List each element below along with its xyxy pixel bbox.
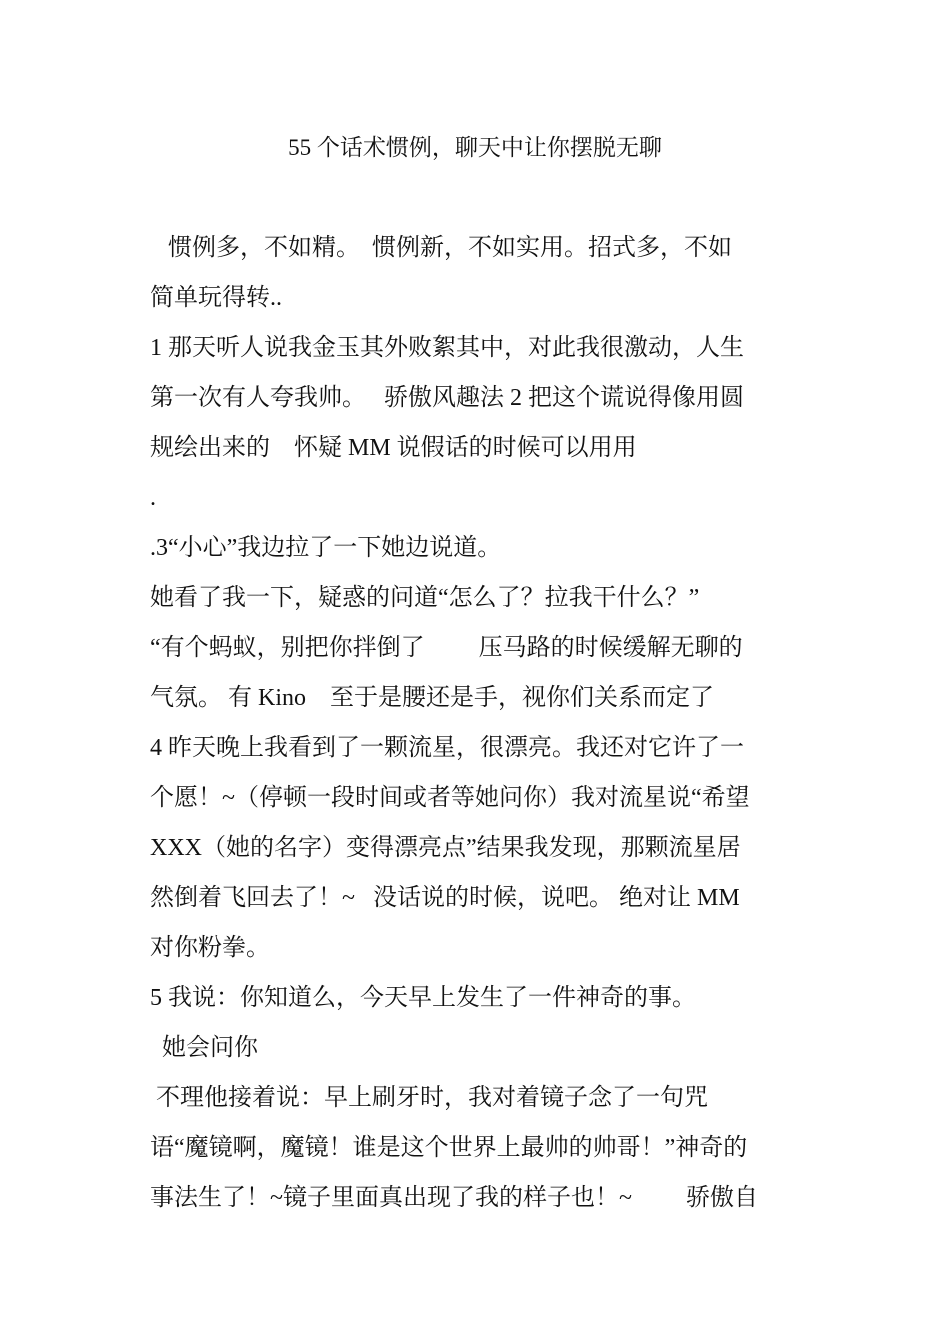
body-line-13: XXX（她的名字）变得漂亮点”结果我发现，那颗流星居	[150, 835, 741, 861]
body-line-7: .3“小心”我边拉了一下她边说道。	[150, 535, 502, 561]
body-line-2: 简单玩得转..	[150, 285, 282, 311]
body-line-11: 4 昨天晚上我看到了一颗流星，很漂亮。我还对它许了一	[150, 735, 744, 761]
body-line-12: 个愿！~（停顿一段时间或者等她问你）我对流星说“希望	[150, 785, 750, 811]
body-line-19: 语“魔镜啊，魔镜！谁是这个世界上最帅的帅哥！”神奇的	[150, 1135, 748, 1161]
body-line-17: 她会问你	[150, 1035, 258, 1061]
body-line-18: 不理他接着说：早上刷牙时，我对着镜子念了一句咒	[150, 1085, 708, 1111]
body-line-10: 气氛。 有 Kino 至于是腰还是手，视你们关系而定了	[150, 685, 714, 711]
body-line-15: 对你粉拳。	[150, 935, 270, 961]
body-line-8: 她看了我一下，疑惑的问道“怎么了？拉我干什么？”	[150, 585, 700, 611]
document-title: 55 个话术惯例，聊天中让你摆脱无聊	[288, 135, 662, 160]
body-line-5: 规绘出来的 怀疑 MM 说假话的时候可以用用	[150, 435, 637, 461]
body-line-4: 第一次有人夸我帅。 骄傲风趣法 2 把这个谎说得像用圆	[150, 385, 744, 411]
body-line-20: 事法生了！~镜子里面真出现了我的样子也！~ 骄傲自	[150, 1185, 758, 1211]
body-line-1: 惯例多，不如精。 惯例新，不如实用。招式多，不如	[150, 235, 732, 261]
body-line-14: 然倒着飞回去了！~ 没话说的时候，说吧。 绝对让 MM	[150, 885, 740, 911]
body-line-6: .	[150, 485, 156, 511]
body-line-3: 1 那天听人说我金玉其外败絮其中，对此我很激动，人生	[150, 335, 744, 361]
body-line-9: “有个蚂蚁，别把你拌倒了 压马路的时候缓解无聊的	[150, 635, 743, 661]
body-line-16: 5 我说：你知道么，今天早上发生了一件神奇的事。	[150, 985, 696, 1011]
